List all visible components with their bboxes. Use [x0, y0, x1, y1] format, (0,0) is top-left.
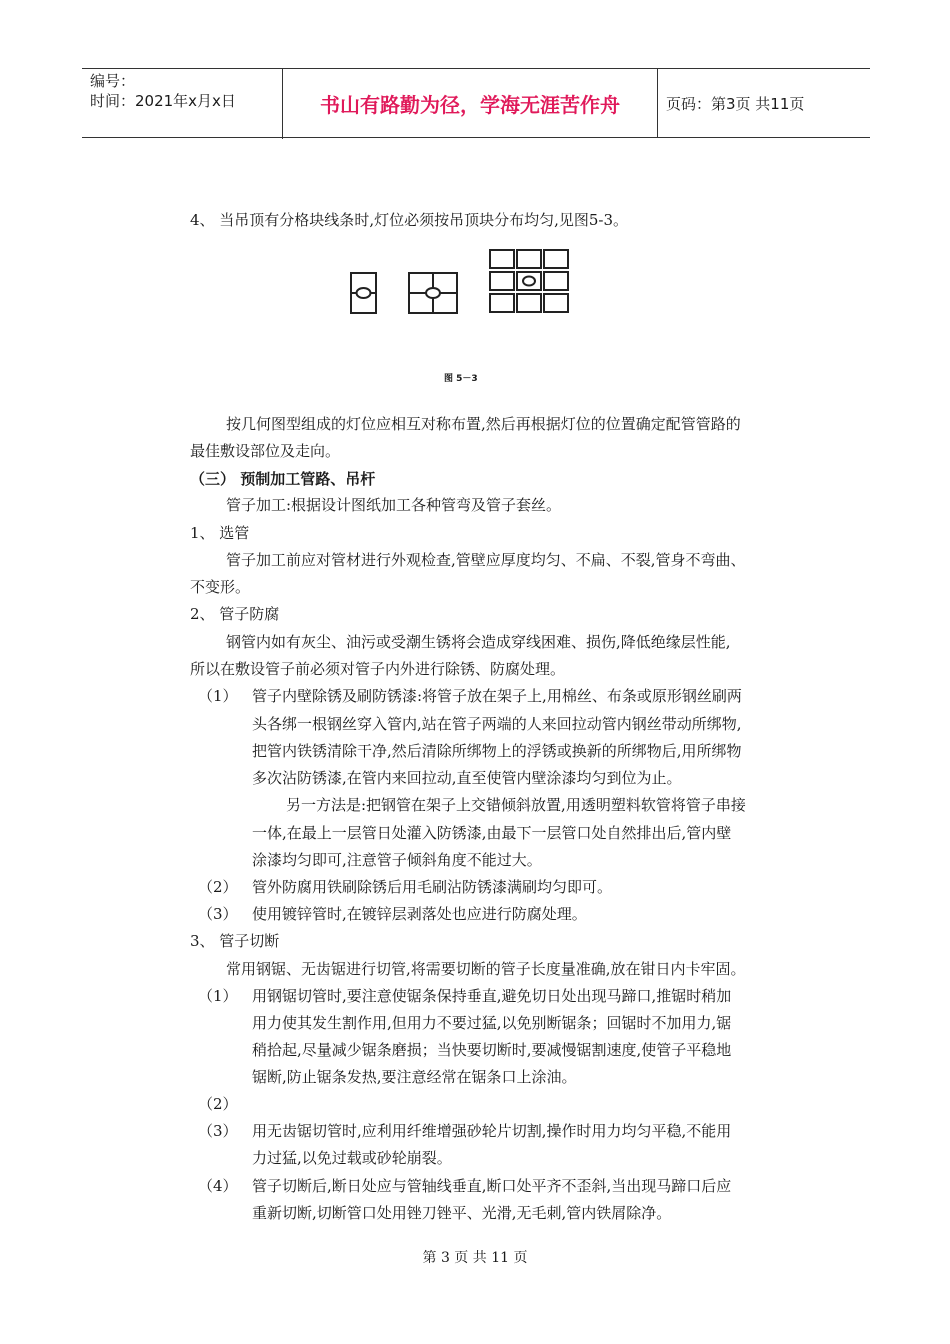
item-number: （4）: [198, 1177, 238, 1195]
paragraph-line: 管子切断后,断日处应与管轴线垂直,断口处平齐不歪斜,当出现马蹄口后应: [252, 1177, 732, 1195]
lamp-position: [357, 288, 371, 298]
ceiling-tile: [544, 294, 568, 312]
ceiling-tile: [544, 272, 568, 290]
paragraph-line: 最佳敷设部位及走向。: [190, 442, 341, 460]
item-number: （3）: [198, 905, 238, 923]
paragraph-line: 涂漆均匀即可,注意管子倾斜角度不能过大。: [252, 851, 542, 869]
ceiling-tile: [544, 250, 568, 268]
paragraph-line: 管外防腐用铁刷除锈后用毛刷沾防锈漆满刷均匀即可。: [252, 878, 613, 896]
subsection-heading: 1、 选管: [190, 524, 250, 542]
paragraph-line: 一体,在最上一层管日处灌入防锈漆,由最下一层管口处自然排出后,管内壁: [252, 824, 732, 842]
ceiling-tile: [517, 250, 541, 268]
lamp-position: [426, 288, 440, 298]
item-number: （1）: [198, 687, 238, 705]
paragraph-line: 头各绑一根钢丝穿入管内,站在管子两端的人来回拉动管内钢丝带动所绑物,: [252, 715, 742, 733]
header-motto: 书山有路勤为径，学海无涯苦作舟: [283, 69, 658, 137]
section-heading: （三） 预制加工管路、吊杆: [190, 470, 376, 488]
ceiling-tile: [517, 272, 541, 290]
figure-caption: 图 5－3: [444, 374, 478, 384]
ceiling-tile: [490, 294, 514, 312]
paragraph-line: 管子加工前应对管材进行外观检查,管壁应厚度均匀、不扁、不裂,管身不弯曲、: [226, 551, 746, 569]
page-footer: 第 3 页 共 11 页: [422, 1250, 528, 1266]
item-number: （2）: [198, 878, 238, 896]
paragraph-line: 锯断,防止锯条发热,要注意经常在锯条口上涂油。: [252, 1068, 577, 1086]
subsection-heading: 3、 管子切断: [190, 932, 280, 950]
subsection-heading: 2、 管子防腐: [190, 605, 280, 623]
item-number: （1）: [198, 987, 238, 1005]
ceiling-tile: [490, 272, 514, 290]
lamp-position: [523, 277, 535, 286]
paragraph-line: 用无齿锯切管时,应利用纤维增强砂轮片切割,操作时用力均匀平稳,不能用: [252, 1122, 732, 1140]
paragraph-line: 管子加工:根据设计图纸加工各种管弯及管子套丝。: [226, 496, 562, 514]
page-header: [82, 68, 870, 138]
paragraph-line: 多次沾防锈漆,在管内来回拉动,直至使管内壁涂漆均匀到位为止。: [252, 769, 682, 787]
paragraph-line: 用钢锯切管时,要注意使锯条保持垂直,避免切日处出现马蹄口,推锯时稍加: [252, 987, 732, 1005]
paragraph-line: 4、 当吊顶有分格块线条时,灯位必须按吊顶块分布均匀,见图5-3。: [190, 211, 629, 229]
lamp-layout-figure: [340, 245, 580, 320]
item-number: （2）: [198, 1095, 238, 1113]
paragraph-line: 不变形。: [190, 578, 251, 596]
paragraph-line: 使用镀锌管时,在镀锌层剥落处也应进行防腐处理。: [252, 905, 587, 923]
paragraph-line: 重新切断,切断管口处用锉刀锉平、光滑,无毛刺,管内铁屑除净。: [252, 1204, 672, 1222]
header-page-number: 页码：第3页 共11页: [666, 94, 805, 113]
paragraph-line: 把管内铁锈清除干净,然后清除所绑物上的浮锈或换新的所绑物后,用所绑物: [252, 742, 742, 760]
ceiling-tile: [490, 250, 514, 268]
paragraph-line: 所以在敷设管子前必须对管子内外进行除锈、防腐处理。: [190, 660, 566, 678]
item-number: （3）: [198, 1122, 238, 1140]
paragraph-line: 另一方法是:把钢管在架子上交错倾斜放置,用透明塑料软管将管子串接: [286, 796, 746, 814]
paragraph-line: 稍拾起,尽量减少锯条磨损；当快要切断时,要减慢锯割速度,使管子平稳地: [252, 1041, 732, 1059]
paragraph-line: 按几何图型组成的灯位应相互对称布置,然后再根据灯位的位置确定配管管路的: [226, 415, 741, 433]
paragraph-line: 用力使其发生割作用,但用力不要过猛,以免别断锯条；回锯时不加用力,锯: [252, 1014, 732, 1032]
ceiling-tile: [517, 294, 541, 312]
paragraph-line: 力过猛,以免过载或砂轮崩裂。: [252, 1149, 452, 1167]
paragraph-line: 钢管内如有灰尘、油污或受潮生锈将会造成穿线困难、损伤,降低绝缘层性能,: [226, 633, 731, 651]
header-info: [82, 69, 283, 139]
paragraph-line: 管子内壁除锈及刷防锈漆:将管子放在架子上,用棉丝、布条或原形钢丝刷两: [252, 687, 742, 705]
paragraph-line: 常用钢锯、无齿锯进行切管,将需要切断的管子长度量准确,放在钳日内卡牢固。: [226, 960, 746, 978]
document-date: 时间：2021年x月x日: [90, 92, 236, 110]
document-number: 编号：: [90, 72, 136, 90]
